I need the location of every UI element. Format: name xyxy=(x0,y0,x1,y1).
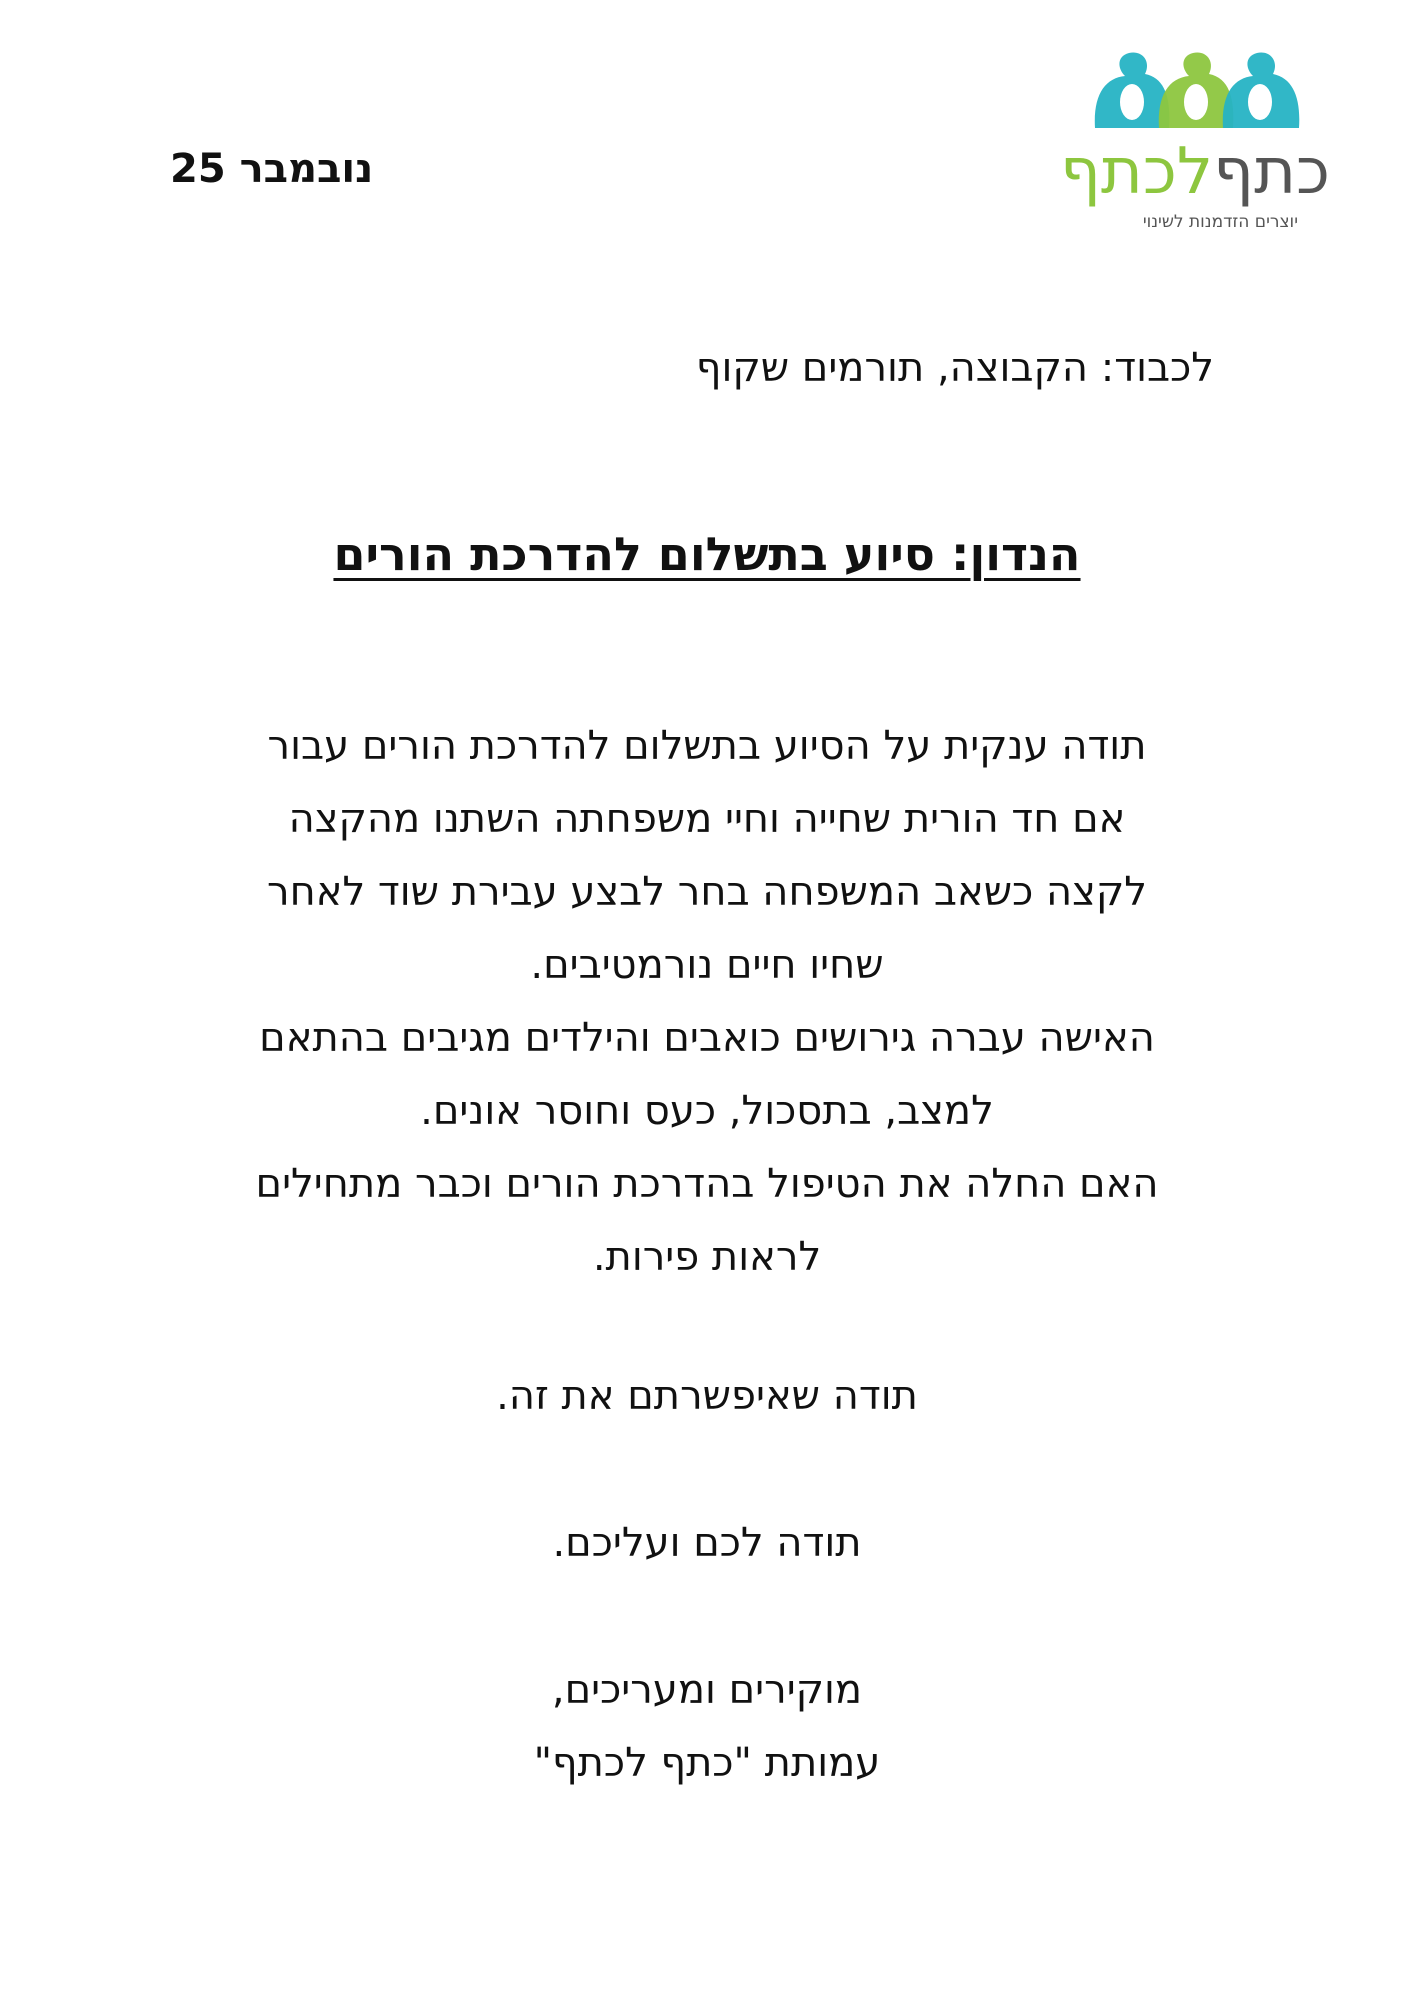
letter-recipient: לכבוד: הקבוצה, תורמים שקוף xyxy=(695,345,1214,391)
body-line: תודה ענקית על הסיוע בתשלום להדרכת הורים עבור xyxy=(267,723,1147,769)
signoff-line-1: מוקירים ומעריכים, xyxy=(551,1667,863,1713)
logo-wordmark-part2: לכתף xyxy=(1059,135,1214,209)
signoff-line-2: עמותת "כתף לכתף" xyxy=(533,1740,881,1786)
thanks-line-2: תודה לכם ועליכם. xyxy=(552,1520,862,1566)
logo-wordmark xyxy=(1060,130,1330,214)
body-line: האם החלה את הטיפול בהדרכת הורים וכבר מתחילים xyxy=(255,1161,1159,1207)
letter-date: נובמבר 25 xyxy=(170,146,374,192)
logo-wordmark-part1: כתף xyxy=(1213,135,1330,209)
three-people-logo-icon xyxy=(1085,50,1315,130)
body-line: לקצה כשאב המשפחה בחר לבצע עבירת שוד לאחר xyxy=(267,869,1147,915)
organization-logo xyxy=(1050,50,1340,240)
letter-body xyxy=(0,710,1414,1294)
thanks-line-1: תודה שאיפשרתם את זה. xyxy=(496,1373,918,1419)
body-line: האישה עברה גירושים כואבים והילדים מגיבים בהתאם xyxy=(259,1015,1155,1061)
body-line: לראות פירות. xyxy=(592,1234,822,1280)
logo-tagline: יוצרים הזדמנות לשינוי xyxy=(1142,212,1298,232)
letter-subject: הנדון: סיוע בתשלום להדרכת הורים xyxy=(333,527,1081,581)
body-line: למצב, בתסכול, כעס וחוסר אונים. xyxy=(420,1088,994,1134)
body-line: שחיו חיים נורמטיבים. xyxy=(530,942,884,988)
body-line: אם חד הורית שחייה וחיי משפחתה השתנו מהקצה xyxy=(288,796,1126,842)
